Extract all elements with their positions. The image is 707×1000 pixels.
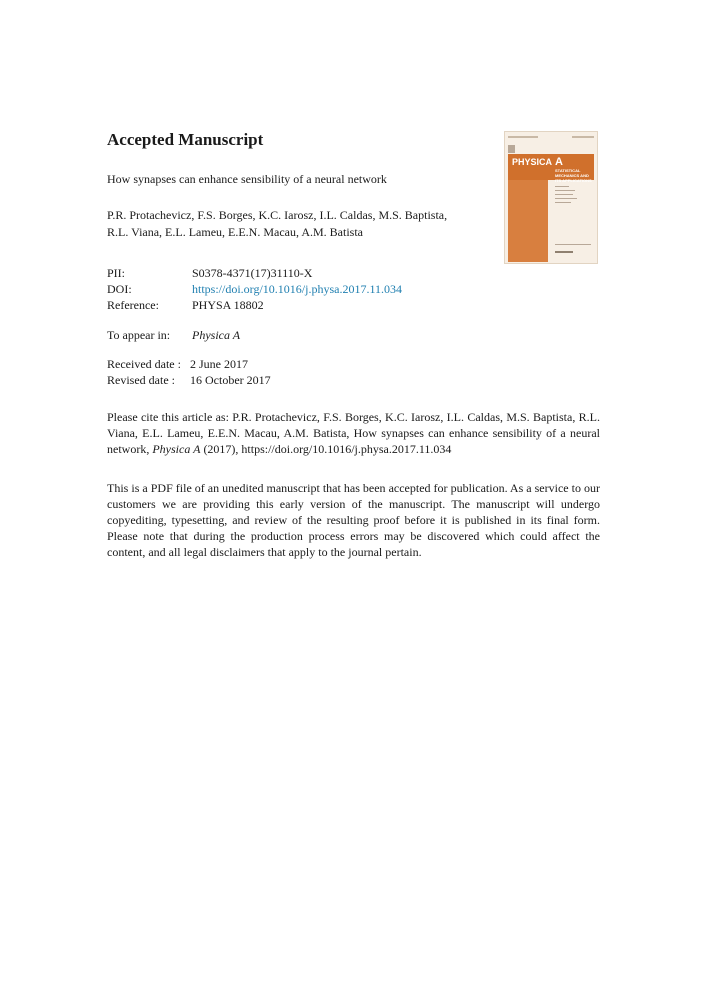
author-list xyxy=(107,207,487,241)
authors-line-1: P.R. Protachevicz, F.S. Borges, K.C. Iarosz, I.L. Caldas, M.S. Baptista, xyxy=(107,208,448,222)
article-title: How synapses can enhance sensibility of a neural network xyxy=(107,172,387,186)
notice-paragraph: This is a PDF file of an unedited manuscript that has been accepted for publication. As a service to our customers we are providing this early version of the manuscript. The manuscript will undergo copyediting, typesetting, and review of the resulting proof before it is published in its final form. Please note that during the production process errors may be discovered which could affect the content, and all legal disclaimers that apply to the journal pertain. xyxy=(107,481,600,559)
pii-row: PII: S0378-4371(17)31110-X xyxy=(107,266,313,280)
journal-cover-image xyxy=(504,131,598,264)
pii-value: S0378-4371(17)31110-X xyxy=(192,266,313,280)
citation-paragraph: Please cite this article as: P.R. Protachevicz, F.S. Borges, K.C. Iarosz, I.L. Caldas, M.S. Baptista, R.L. Viana, E.L. Lameu, E.E.N. Macau, A.M. Batista, How synapses can enhance sensibility of a neural network, Physica A (2017), https://doi.org/10.1016/j.physa.2017.11.034 xyxy=(107,410,600,456)
manuscript-heading: Accepted Manuscript xyxy=(107,130,264,149)
publisher-logo-icon xyxy=(508,145,515,153)
authors-line-2: R.L. Viana, E.L. Lameu, E.E.N. Macau, A.M. Batista xyxy=(107,225,364,239)
doi-link[interactable]: https://doi.org/10.1016/j.physa.2017.11.034 xyxy=(192,282,403,296)
reference-value: PHYSA 18802 xyxy=(192,298,264,312)
received-row: Received date : 2 June 2017 xyxy=(107,357,248,371)
metadata-block xyxy=(107,265,402,313)
cover-journal-letter: A xyxy=(555,156,563,168)
appear-in-row: To appear in: Physica A xyxy=(107,328,241,342)
revised-row: Revised date : 16 October 2017 xyxy=(107,373,271,387)
reference-row: Reference: PHYSA 18802 xyxy=(107,298,264,312)
revised-value: 16 October 2017 xyxy=(190,373,271,387)
journal-name: Physica A xyxy=(192,328,241,342)
cover-journal-name: PHYSICA xyxy=(512,157,553,167)
cover-journal-subtitle: STATISTICAL MECHANICS AND ITS APPLICATIONS xyxy=(555,168,592,183)
doi-row: DOI: https://doi.org/10.1016/j.physa.2017.11.034 xyxy=(107,282,403,296)
dates-block xyxy=(107,356,271,388)
received-value: 2 June 2017 xyxy=(190,357,248,371)
